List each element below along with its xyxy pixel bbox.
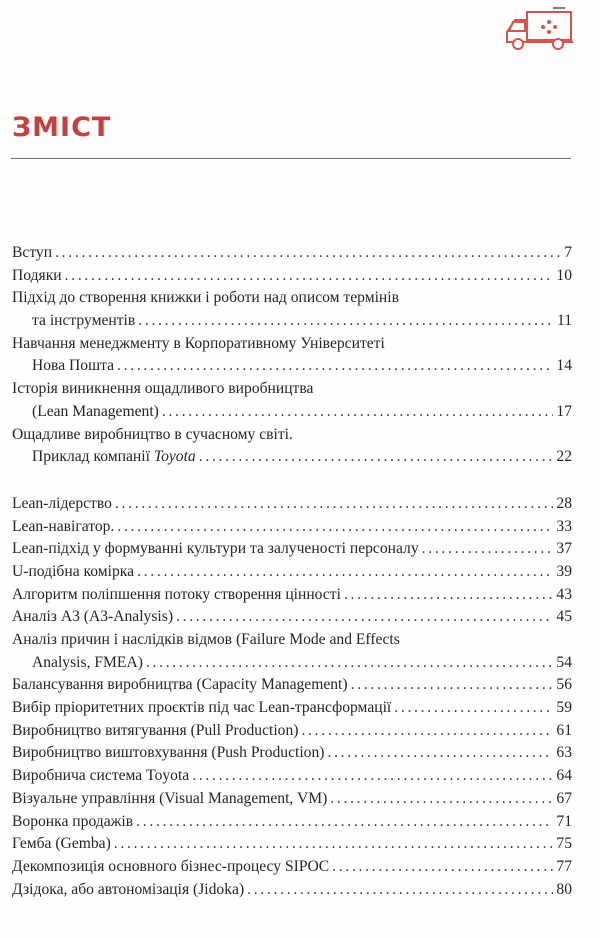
toc-group-terms <box>12 493 572 901</box>
dot-leader <box>301 720 553 743</box>
toc-page-number: 28 <box>556 494 572 512</box>
toc-entry[interactable] <box>12 493 572 516</box>
toc-entry-line <box>12 242 572 265</box>
toc-entry-line <box>12 538 572 561</box>
toc-entry[interactable] <box>12 856 572 879</box>
toc-entry-title: Алгоритм поліпшення потоку створення цінності <box>12 585 341 603</box>
toc-page-number: 33 <box>556 517 572 535</box>
dot-leader <box>192 765 553 788</box>
toc-entry-title: Дзідока, або автономізація (Jidoka) <box>12 880 245 898</box>
toc-entry-title: (Lean Management) <box>32 402 159 420</box>
dot-leader <box>351 674 554 697</box>
toc-entry-title: Виробнича система Toyota <box>12 767 190 785</box>
toc-entry-line <box>12 765 572 788</box>
toc-entry-title: U-подібна комірка <box>12 562 135 580</box>
dot-leader <box>327 742 553 765</box>
toc-entry-line <box>12 652 572 675</box>
toc-entry-line <box>12 720 572 743</box>
dot-leader <box>138 310 554 333</box>
toc-entry-line <box>12 674 572 697</box>
toc-entry-title: Аналіз A3 (A3-Analysis) <box>12 608 174 626</box>
dot-leader <box>176 606 553 629</box>
toc-entry-line <box>12 856 572 879</box>
toc-entry-title: Вибір пріоритетних проєктів під час Lean-трансформації <box>12 699 392 717</box>
toc-page-number: 14 <box>556 357 572 375</box>
toc-entry-title-italic: Toyota <box>153 448 196 466</box>
toc-entry[interactable] <box>12 833 572 856</box>
dot-leader <box>136 811 553 834</box>
toc-entry-title: Воронка продажів <box>12 812 134 830</box>
toc-page-number: 10 <box>556 266 572 284</box>
toc-entry[interactable] <box>12 765 572 788</box>
table-of-contents <box>12 242 572 901</box>
dot-leader <box>117 355 553 378</box>
toc-entry[interactable] <box>12 697 572 720</box>
toc-entry[interactable] <box>12 287 572 332</box>
toc-entry-line <box>12 742 572 765</box>
toc-entry[interactable] <box>12 333 572 378</box>
toc-page-number: 61 <box>556 721 572 739</box>
toc-entry[interactable] <box>12 516 572 539</box>
toc-entry-title: Аналіз причин і наслідків відмов (Failure Mode and Effects <box>12 631 400 648</box>
toc-entry-line <box>12 584 572 607</box>
toc-entry-line <box>12 629 572 652</box>
dot-leader <box>137 561 553 584</box>
toc-page-number: 22 <box>556 448 572 466</box>
toc-entry[interactable] <box>12 538 572 561</box>
dot-leader <box>247 879 553 902</box>
dot-leader <box>344 584 553 607</box>
toc-entry-title: Ощадливе виробництво в сучасному світі. <box>12 425 293 443</box>
toc-entry-line <box>12 287 572 310</box>
toc-entry[interactable] <box>12 742 572 765</box>
toc-entry-title: Підхід до створення книжки і роботи над описом термінів <box>12 289 399 307</box>
toc-page-number: 64 <box>556 767 572 785</box>
toc-entry[interactable] <box>12 629 572 674</box>
toc-page-number: 56 <box>556 676 572 694</box>
dot-leader <box>394 697 553 720</box>
toc-entry-title: та інструментів <box>32 312 136 330</box>
dot-leader <box>114 833 554 856</box>
toc-page-number: 11 <box>556 312 572 330</box>
toc-entry-title: Навчання менеджменту в Корпоративному Університеті <box>12 334 385 352</box>
toc-entry-title: Lean-навігатор. <box>12 517 115 535</box>
toc-entry-line <box>12 493 572 516</box>
toc-entry[interactable] <box>12 811 572 834</box>
dot-leader <box>422 538 554 561</box>
toc-entry-line <box>12 424 572 447</box>
toc-entry[interactable] <box>12 424 572 469</box>
dot-leader <box>330 788 553 811</box>
toc-entry[interactable] <box>12 606 572 629</box>
toc-page-number: 71 <box>556 812 572 830</box>
page-title: ЗМІСТ <box>12 112 112 143</box>
dot-leader <box>162 401 554 424</box>
toc-page-number: 45 <box>556 608 572 626</box>
dot-leader <box>117 516 553 539</box>
toc-entry-line <box>12 355 572 378</box>
toc-page-number: 43 <box>556 585 572 603</box>
toc-entry-line <box>12 401 572 424</box>
toc-entry-line <box>12 446 572 469</box>
toc-entry[interactable] <box>12 674 572 697</box>
toc-entry-line <box>12 333 572 356</box>
toc-entry-line <box>12 606 572 629</box>
toc-entry-line <box>12 833 572 856</box>
dot-leader <box>332 856 553 879</box>
toc-group-intro <box>12 242 572 469</box>
toc-group-spacer <box>12 469 572 493</box>
toc-page-number: 17 <box>556 402 572 420</box>
toc-entry-title: Декомпозиція основного бізнес-процесу SIPOC <box>12 857 330 875</box>
toc-entry[interactable] <box>12 265 572 288</box>
toc-page-number: 80 <box>556 880 572 898</box>
toc-entry-title: Analysis, FMEA) <box>32 653 143 671</box>
toc-entry[interactable] <box>12 561 572 584</box>
toc-entry-line <box>12 561 572 584</box>
toc-page-number: 63 <box>556 744 572 762</box>
toc-entry-line <box>12 516 572 539</box>
toc-entry-line <box>12 879 572 902</box>
toc-page-number: 39 <box>556 562 572 580</box>
toc-entry-title: Гемба (Gemba) <box>12 835 111 853</box>
toc-entry[interactable] <box>12 879 572 902</box>
toc-entry[interactable] <box>12 378 572 423</box>
toc-page-number: 37 <box>556 540 572 558</box>
title-divider <box>11 158 571 159</box>
toc-page-number: 67 <box>556 789 572 807</box>
toc-entry-title: Візуальне управління (Visual Management, VM) <box>12 789 328 807</box>
toc-entry-title: Виробництво витягування (Pull Production) <box>12 721 299 739</box>
toc-entry-line <box>12 310 572 333</box>
dot-leader <box>115 493 553 516</box>
toc-entry-line <box>12 811 572 834</box>
toc-entry[interactable] <box>12 584 572 607</box>
dot-leader <box>146 652 554 675</box>
dot-leader <box>55 242 561 265</box>
toc-entry-title: Lean-лідерство <box>12 494 112 512</box>
toc-entry[interactable] <box>12 242 572 265</box>
toc-entry-line <box>12 788 572 811</box>
delivery-truck-icon <box>503 4 579 56</box>
toc-entry-title: Нова Пошта <box>32 357 115 375</box>
toc-entry-title: Lean-підхід у формуванні культури та залученості персоналу <box>12 540 419 558</box>
toc-entry-title: Історія виникнення ощадливого виробництва <box>12 380 314 398</box>
toc-entry-line <box>12 697 572 720</box>
toc-entry-title: Виробництво виштовхування (Push Production) <box>12 744 325 762</box>
toc-page-number: 7 <box>564 244 572 261</box>
toc-entry[interactable] <box>12 720 572 743</box>
toc-entry-line <box>12 378 572 401</box>
toc-entry-title: Балансування виробництва (Capacity Management) <box>12 676 348 694</box>
toc-entry[interactable] <box>12 788 572 811</box>
toc-entry-title: Подяки <box>12 266 62 284</box>
toc-entry-line <box>12 265 572 288</box>
toc-page-number: 77 <box>556 857 572 875</box>
dot-leader <box>199 446 554 469</box>
toc-page-number: 59 <box>556 699 572 717</box>
toc-entry-title: Приклад компанії Toyota <box>32 448 196 466</box>
toc-page-number: 54 <box>556 653 572 671</box>
toc-entry-title: Вступ <box>12 244 53 261</box>
toc-page-number: 75 <box>556 835 572 853</box>
dot-leader <box>65 265 554 288</box>
